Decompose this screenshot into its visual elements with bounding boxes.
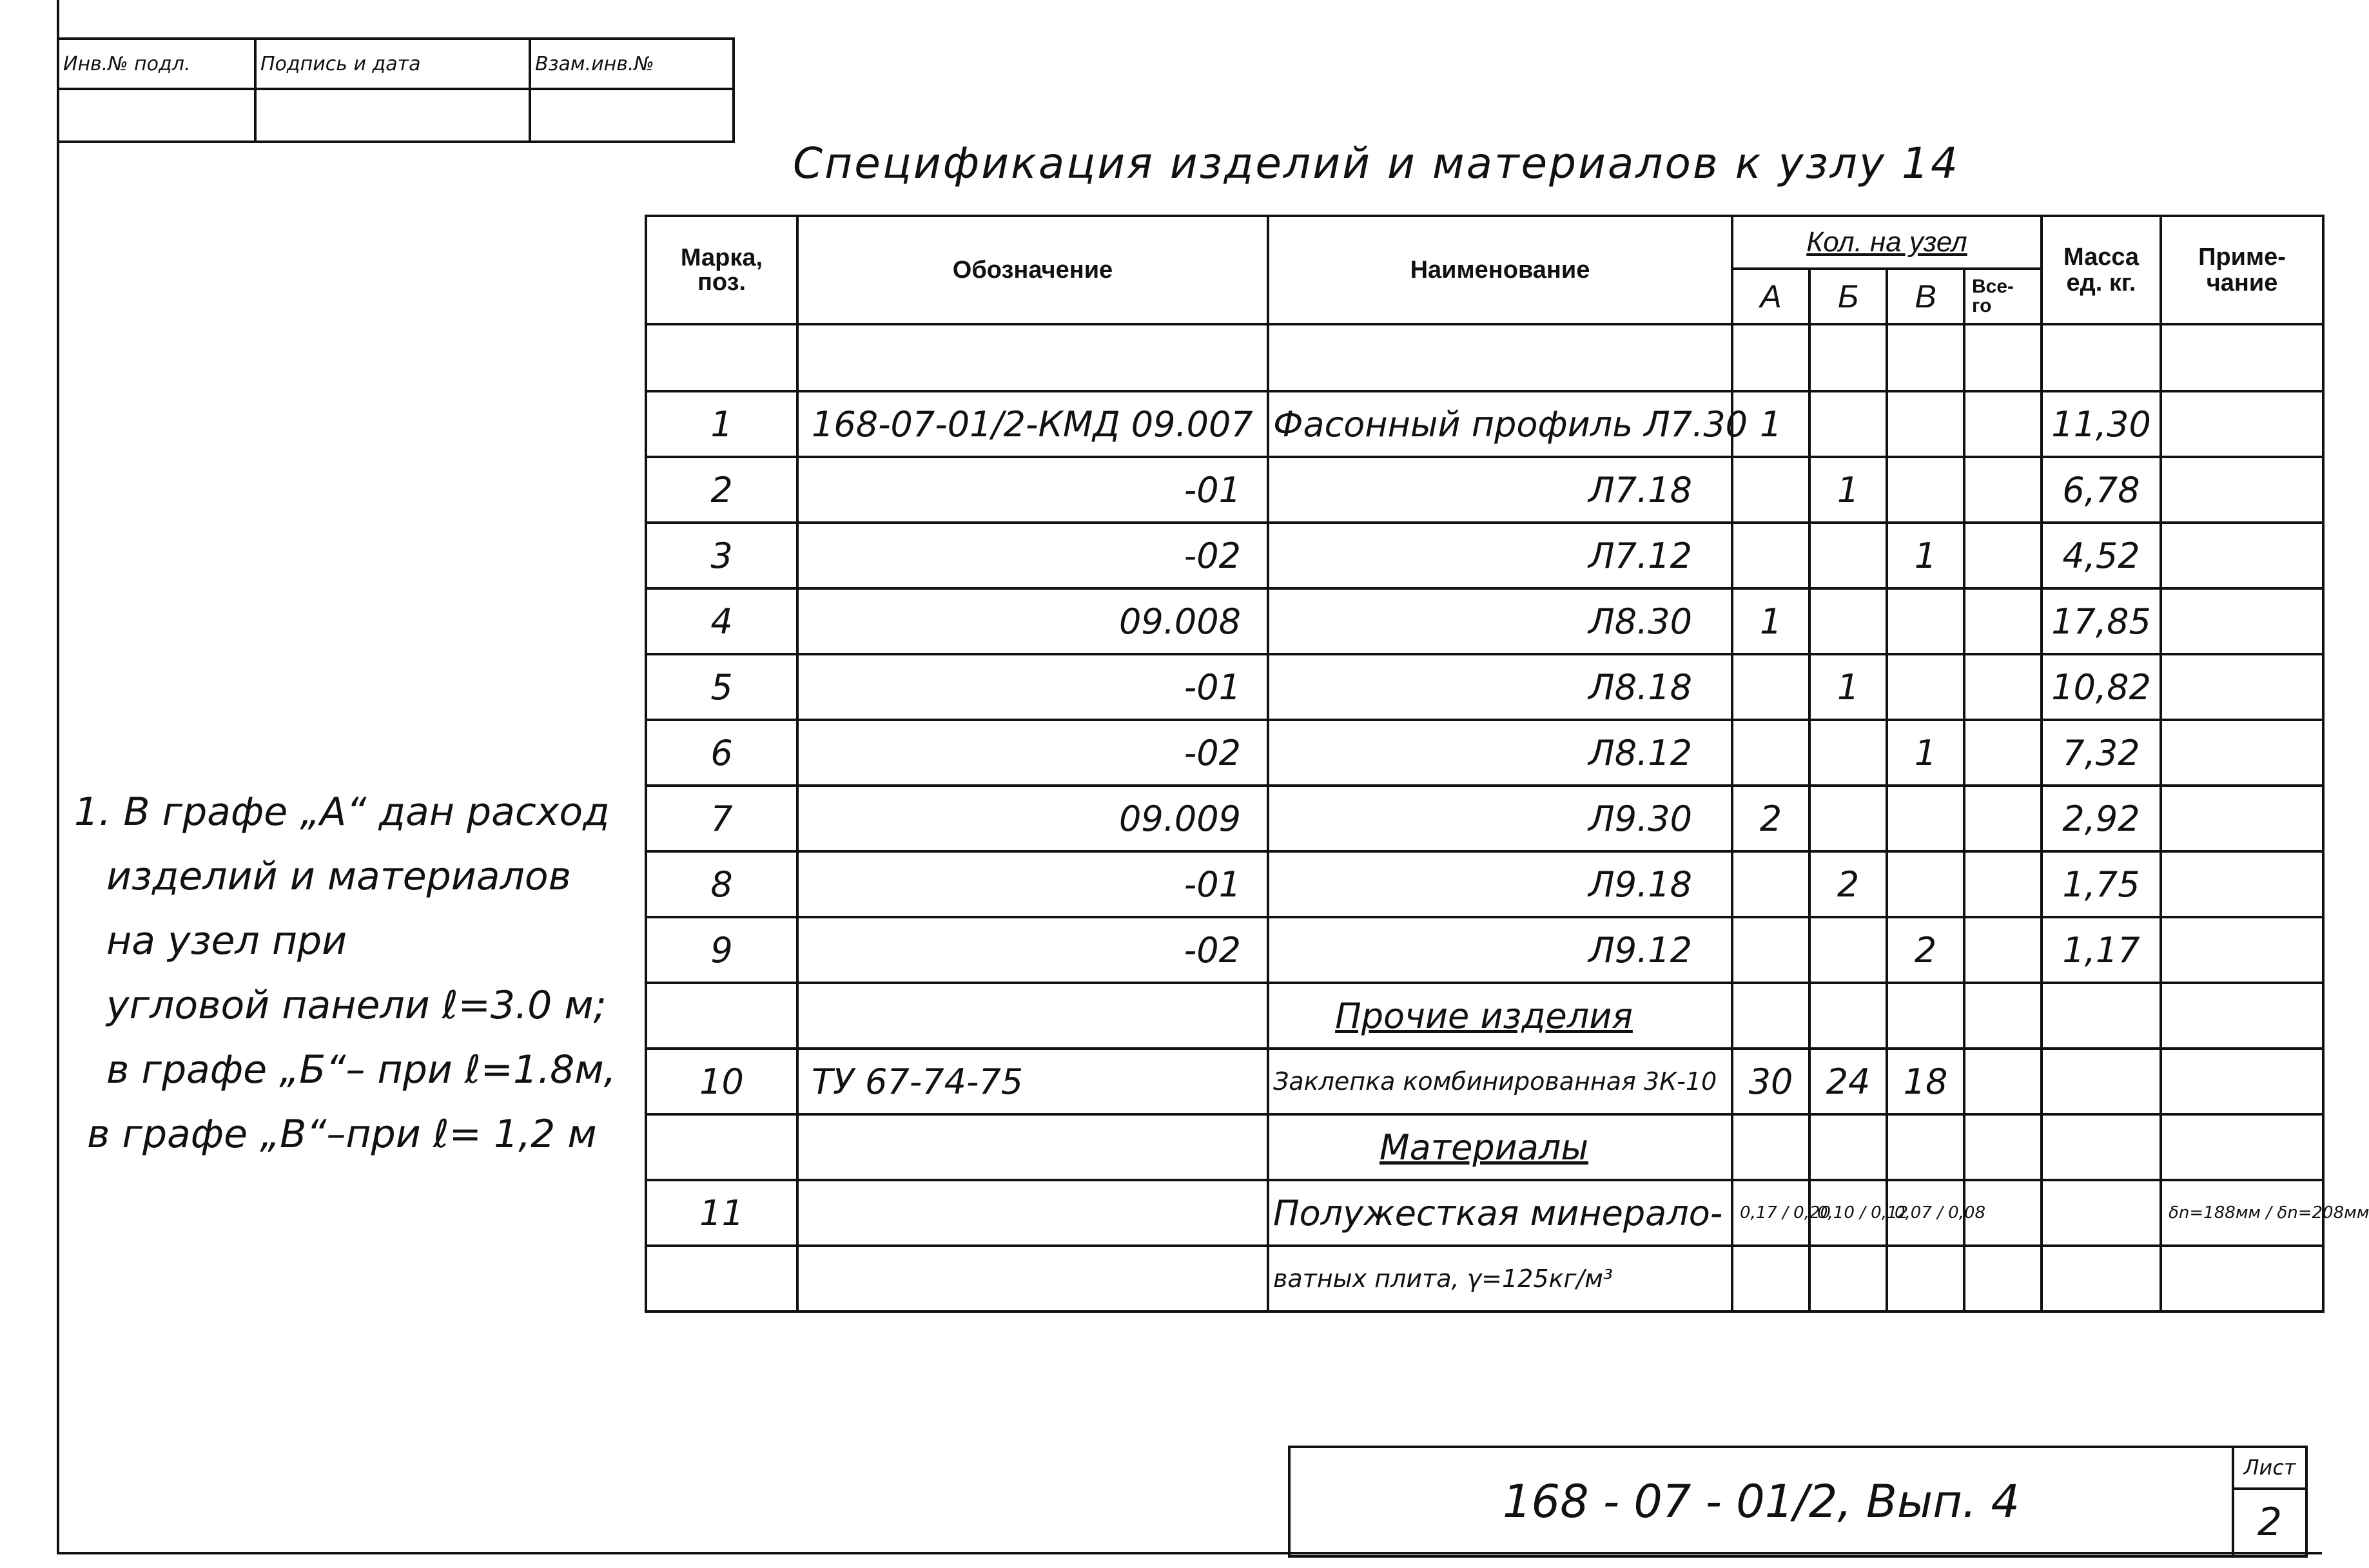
header-code: Обозначение <box>797 216 1268 324</box>
table-row-10 <box>646 1049 2323 1114</box>
cell-v: 1 <box>1887 720 1964 786</box>
stamp-replace-cell <box>530 89 734 142</box>
cell-total <box>1964 523 2042 588</box>
stamp-sign-header: Подпись и дата <box>255 39 530 89</box>
cell-name: Л8.12 <box>1268 720 1732 786</box>
cell-mass: 1,75 <box>2042 851 2161 917</box>
row11-note: δn=188мм / δn=208мм <box>2161 1180 2323 1246</box>
row11-name: Полужесткая минерало- <box>1268 1180 1732 1246</box>
note-line-1: 1. В графе „А“ дан расход <box>74 789 610 835</box>
row10-mark: 10 <box>646 1049 797 1114</box>
cell-mass: 2,92 <box>2042 786 2161 851</box>
cell-code: -01 <box>797 851 1268 917</box>
section-materials-label: Материалы <box>1268 1114 1732 1180</box>
cell-code: -01 <box>797 457 1268 523</box>
cell-note <box>2161 917 2323 983</box>
header-row-1 <box>646 216 2323 269</box>
cell-v <box>1887 457 1964 523</box>
header-qty-group: Кол. на узел <box>1732 216 2042 269</box>
cell-mass: 4,52 <box>2042 523 2161 588</box>
table-row-blank <box>646 324 2323 391</box>
cell-total <box>1964 917 2042 983</box>
cell-total <box>1964 654 2042 720</box>
cell-a <box>1732 654 1809 720</box>
cell-a: 2 <box>1732 786 1809 851</box>
header-qty-v: В <box>1887 269 1964 324</box>
title-block-sheet-label: Лист <box>2233 1447 2306 1489</box>
cell-code: 09.009 <box>797 786 1268 851</box>
specification-table <box>645 215 2369 1313</box>
cell-name: Л8.30 <box>1268 588 1732 654</box>
note-line-2: изделий и материалов <box>106 854 571 899</box>
cell-total <box>1964 851 2042 917</box>
cell-b <box>1809 786 1887 851</box>
page-border-left <box>57 0 59 1554</box>
cell-mark: 4 <box>646 588 797 654</box>
cell-mass: 6,78 <box>2042 457 2161 523</box>
header-qty-total: Все- го <box>1964 269 2042 324</box>
cell-v <box>1887 588 1964 654</box>
cell-total <box>1964 391 2042 457</box>
cell-mark: 5 <box>646 654 797 720</box>
cell-note <box>2161 786 2323 851</box>
cell-a <box>1732 851 1809 917</box>
cell-name: Л9.18 <box>1268 851 1732 917</box>
table-row <box>646 523 2323 588</box>
cell-name: Фасонный профиль Л7.30 <box>1268 391 1732 457</box>
cell-mass: 17,85 <box>2042 588 2161 654</box>
cell-code: -02 <box>797 523 1268 588</box>
cell-mark: 3 <box>646 523 797 588</box>
row11-qty-b: 0,10 / 0,12 <box>1809 1180 1887 1246</box>
cell-note <box>2161 457 2323 523</box>
cell-a: 1 <box>1732 588 1809 654</box>
cell-b <box>1809 391 1887 457</box>
row11-mark: 11 <box>646 1180 797 1246</box>
title-block <box>1288 1446 2308 1558</box>
header-note: Приме- чание <box>2161 216 2323 324</box>
cell-a <box>1732 917 1809 983</box>
cell-mass: 1,17 <box>2042 917 2161 983</box>
cell-mass: 10,82 <box>2042 654 2161 720</box>
header-qty-a: А <box>1732 269 1809 324</box>
cell-a <box>1732 523 1809 588</box>
row10-code: ТУ 67-74-75 <box>797 1049 1268 1114</box>
table-row <box>646 786 2323 851</box>
cell-name: Л7.12 <box>1268 523 1732 588</box>
cell-a <box>1732 720 1809 786</box>
note-line-3: на узел при <box>106 918 347 963</box>
cell-v: 2 <box>1887 917 1964 983</box>
cell-note <box>2161 391 2323 457</box>
table-row-11 <box>646 1180 2323 1246</box>
table-row-11-continued <box>646 1246 2323 1312</box>
cell-v <box>1887 654 1964 720</box>
table-row <box>646 851 2323 917</box>
cell-b <box>1809 523 1887 588</box>
row10-qty-b: 24 <box>1809 1049 1887 1114</box>
section-other-label: Прочие изделия <box>1268 983 1732 1049</box>
document-title: Спецификация изделий и материалов к узлу 14 <box>793 139 1960 188</box>
row10-qty-v: 18 <box>1887 1049 1964 1114</box>
cell-v: 1 <box>1887 523 1964 588</box>
header-mark: Марка, поз. <box>646 216 797 324</box>
side-note <box>74 780 654 1166</box>
cell-note <box>2161 523 2323 588</box>
row11-name-continued: ватных плита, γ=125кг/м³ <box>1268 1246 1732 1312</box>
cell-b <box>1809 720 1887 786</box>
cell-b: 1 <box>1809 457 1887 523</box>
table-row <box>646 457 2323 523</box>
header-mass: Масса ед. кг. <box>2042 216 2161 324</box>
table-row <box>646 917 2323 983</box>
stamp-sign-cell <box>255 89 530 142</box>
row11-qty-v: 0,07 / 0,08 <box>1887 1180 1964 1246</box>
cell-b <box>1809 917 1887 983</box>
cell-mass: 7,32 <box>2042 720 2161 786</box>
row10-qty-a: 30 <box>1732 1049 1809 1114</box>
row11-qty-a: 0,17 / 0,20 <box>1732 1180 1809 1246</box>
table-row <box>646 654 2323 720</box>
stamp-inv-cell <box>58 89 255 142</box>
cell-name: Л8.18 <box>1268 654 1732 720</box>
title-block-sheet-number: 2 <box>2233 1489 2306 1556</box>
cell-mark: 8 <box>646 851 797 917</box>
cell-v <box>1887 786 1964 851</box>
cell-name: Л9.12 <box>1268 917 1732 983</box>
cell-total <box>1964 786 2042 851</box>
cell-mass: 11,30 <box>2042 391 2161 457</box>
cell-mark: 2 <box>646 457 797 523</box>
cell-total <box>1964 457 2042 523</box>
cell-b: 2 <box>1809 851 1887 917</box>
cell-note <box>2161 851 2323 917</box>
stamp-replace-header: Взам.инв.№ <box>530 39 734 89</box>
cell-note <box>2161 588 2323 654</box>
note-line-4: угловой панели ℓ=3.0 м; <box>106 983 607 1028</box>
cell-mark: 7 <box>646 786 797 851</box>
cell-name: Л9.30 <box>1268 786 1732 851</box>
table-row <box>646 720 2323 786</box>
note-line-5: в графе „Б“– при ℓ=1.8м, <box>106 1047 616 1092</box>
header-name: Наименование <box>1268 216 1732 324</box>
cell-code: 09.008 <box>797 588 1268 654</box>
cell-mark: 1 <box>646 391 797 457</box>
cell-code: -01 <box>797 654 1268 720</box>
title-block-code: 168 - 07 - 01/2, Вып. 4 <box>1289 1447 2233 1556</box>
cell-name: Л7.18 <box>1268 457 1732 523</box>
row10-name: Заклепка комбинированная 3К-10 <box>1268 1049 1732 1114</box>
table-row <box>646 588 2323 654</box>
cell-a: 1 <box>1732 391 1809 457</box>
cell-total <box>1964 720 2042 786</box>
corner-stamp <box>57 37 735 143</box>
cell-code: -02 <box>797 917 1268 983</box>
cell-mark: 9 <box>646 917 797 983</box>
table-row-section-materials <box>646 1114 2323 1180</box>
cell-v <box>1887 851 1964 917</box>
cell-v <box>1887 391 1964 457</box>
table-row <box>646 391 2323 457</box>
cell-note <box>2161 654 2323 720</box>
cell-b <box>1809 588 1887 654</box>
cell-note <box>2161 720 2323 786</box>
note-line-6: в графе „В“–при ℓ= 1,2 м <box>87 1112 597 1157</box>
header-qty-b: Б <box>1809 269 1887 324</box>
stamp-inv-header: Инв.№ подл. <box>58 39 255 89</box>
cell-total <box>1964 588 2042 654</box>
cell-b: 1 <box>1809 654 1887 720</box>
cell-a <box>1732 457 1809 523</box>
table-row-section-other <box>646 983 2323 1049</box>
cell-code: -02 <box>797 720 1268 786</box>
cell-code: 168-07-01/2-КМД 09.007 <box>797 391 1268 457</box>
cell-mark: 6 <box>646 720 797 786</box>
